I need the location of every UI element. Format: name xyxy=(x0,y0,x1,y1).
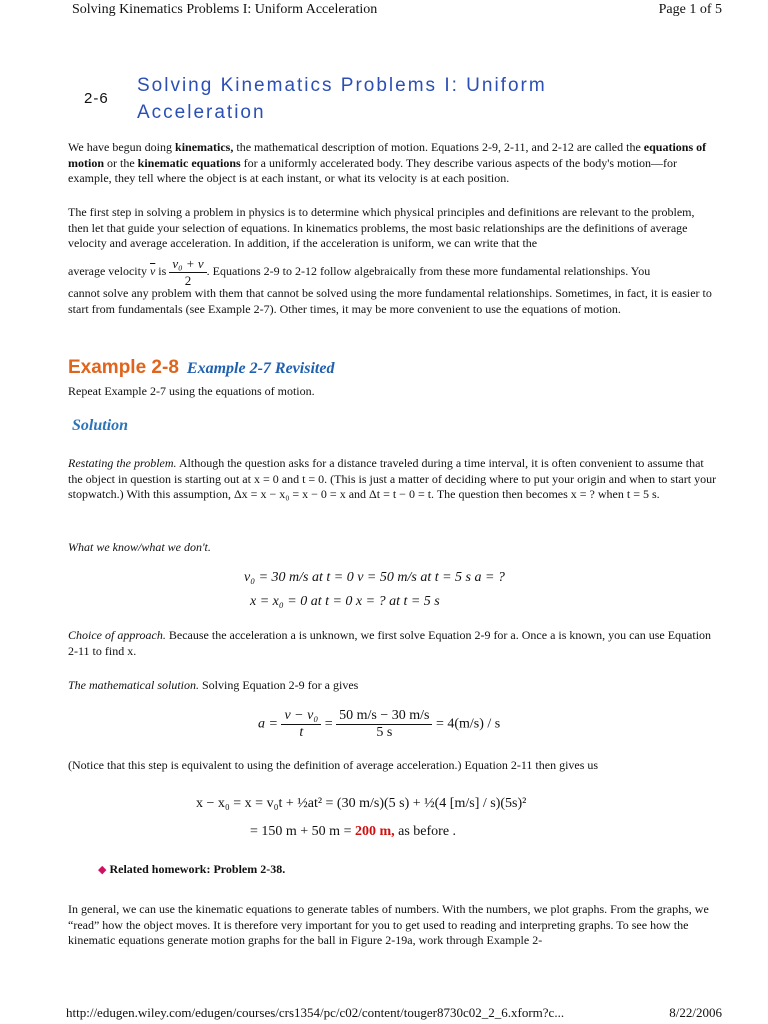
document-title: Solving Kinematics Problems I: Uniform Acceleration xyxy=(72,2,378,17)
final-answer: 200 m, xyxy=(354,824,395,839)
intro-paragraph-2-cont: cannot solve any problem with them that cannot be solved using the more fundamental relationships. Sometimes, in fact, it is easier to start from fundamentals (see Example 2-7). Other times, it may be more convenient to use the equations of motion. xyxy=(68,286,712,316)
knowns-equation-2: x = x₀ = 0 at t = 0 x = ? at t = 5 s xyxy=(250,594,440,609)
example-subtitle: Example 2-7 Revisited xyxy=(186,360,335,377)
closing-paragraph: In general, we can use the kinematic equations to generate tables of numbers. With the numbers, we plot graphs. From the graphs, we “read” how the object moves. It is therefore very important for you to get used to reading and interpreting graphs. To see how the kinematic equations generate motion graphs for the ball in Figure 2-19a, work through Example 2- xyxy=(68,902,709,947)
math-solution-intro: The mathematical solution. Solving Equation 2-9 for a gives xyxy=(68,678,359,692)
knowns-equation-1: v₀ = 30 m/s at t = 0 v = 50 m/s at t = 5 s a = ? xyxy=(244,570,505,585)
example-heading xyxy=(68,357,334,379)
acceleration-equation: a = $\frac{\text{v − v₀}}{t}$ = $\frac{50 m/s - 30 m/s}{5 s}$ = 4(m/s) / s xyxy=(258,708,501,740)
position-equation-line-2: = 150 m + 50 m = 200 m, as before . xyxy=(250,824,457,839)
example-label: Example 2-8 xyxy=(68,357,179,378)
restating-paragraph: Restating the problem. Although the question asks for a distance traveled during a time interval, it is often convenient to assume that the object in question is starting out at x = 0 and t = 0. (This is just a matter of deciding where to put your origin and when to start your stopwatch.) With this assumption, Δx = x − x₀ = x − 0 = x and Δt = t − 0 = t. The question then becomes x = ? when t = 5 s. xyxy=(68,456,717,501)
example-instruction: Repeat Example 2-7 using the equations of motion. xyxy=(68,384,315,398)
page-number: Page 1 of 5 xyxy=(658,2,722,17)
section-number: 2-6 xyxy=(84,90,109,107)
notice-paragraph: (Notice that this step is equivalent to using the definition of average acceleration.) Equation 2-11 then gives us xyxy=(68,758,599,772)
position-equation-line-1: x − x₀ = x = v₀t + ½at² = (30 m/s)(5 s) + ½(4 [m/s] / s)(5s)² xyxy=(196,796,527,811)
approach-paragraph: Choice of approach. Because the acceleration a is unknown, we first solve Equation 2-9 for a. Once a is known, you can use Equation 2-11 to find x. xyxy=(68,628,712,658)
average-velocity-line: average velocity $\overline{v}$ is $\frac{\text{v₀ + v}}{2}$ . Equations 2-9 to 2-12 follow algebraically from these more fundamental relationships. You xyxy=(68,256,651,288)
solution-heading: Solution xyxy=(72,417,129,434)
knowns-label: What we know/what we don't. xyxy=(68,540,211,554)
section-title: Solving Kinematics Problems I: Uniform Acceleration xyxy=(137,75,547,123)
intro-paragraph-2: The first step in solving a problem in physics is to determine which physical principles and definitions are relevant to the problem, then let that guide your selection of equations. In kinematics problems, the most basic relationships are the definitions of average velocity and average acceleration. In addition, if the acceleration is uniform, we can write that the xyxy=(68,205,695,250)
footer-date: 8/22/2006 xyxy=(669,1005,722,1020)
diamond-bullet-icon: ◆ xyxy=(98,864,107,876)
footer-url: http://edugen.wiley.com/edugen/courses/crs1354/pc/c02/content/touger8730c02_2_6.xform?c... xyxy=(66,1005,565,1020)
related-homework[interactable]: ◆ Related homework: Problem 2-38. xyxy=(98,862,286,876)
intro-paragraph-1: We have begun doing kinematics, the mathematical description of motion. Equations 2-9, 2-11, and 2-12 are called the equations of motion or the kinematic equations for a uniformly accelerated body. They describe various aspects of the body's motion—for example, they tell where the object is at each instant, or what its velocity is at each position. xyxy=(68,140,707,185)
